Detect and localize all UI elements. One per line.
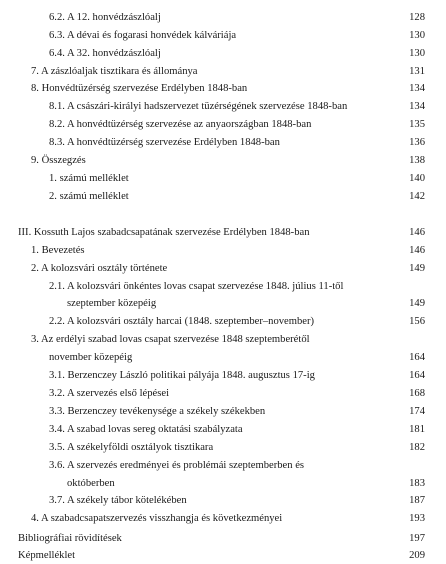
toc-entry: 3.6. A szervezés eredményei és problémái szeptemberben és <box>49 460 305 471</box>
toc-entry: 3.2. A szervezés első lépései <box>49 388 170 399</box>
toc-entry: Képmelléklet <box>18 550 76 561</box>
toc-page-number: 183 <box>409 478 425 489</box>
toc-page-number: 149 <box>409 298 425 309</box>
toc-entry: 6.3. A dévai és fogarasi honvédek kálváriája <box>49 30 237 41</box>
toc-entry: 7. A zászlóaljak tisztikara és állománya <box>31 66 198 77</box>
toc-entry-continuation: november közepéig <box>49 352 133 363</box>
toc-entry: 2. számú melléklet <box>49 191 129 202</box>
toc-page-number: 142 <box>409 191 425 202</box>
toc-entry: 9. Összegzés <box>31 155 86 166</box>
toc-page-number: 130 <box>409 48 425 59</box>
toc-page-number: 130 <box>409 30 425 41</box>
toc-page-number: 134 <box>409 101 425 112</box>
toc-entry: 3.5. A székelyföldi osztályok tisztikara <box>49 442 214 453</box>
toc-page-number: 136 <box>409 137 425 148</box>
toc-entry: 4. A szabadcsapatszervezés visszhangja és következményei <box>31 513 283 524</box>
toc-entry: 8. Honvédtüzérség szervezése Erdélyben 1848-ban <box>31 83 248 94</box>
toc-entry: 3.7. A székely tábor kötelékében <box>49 495 187 506</box>
toc-page-number: 164 <box>409 370 425 381</box>
toc-page-number: 197 <box>409 533 425 544</box>
toc-page-number: 164 <box>409 352 425 363</box>
toc-page-number: 135 <box>409 119 425 130</box>
toc-page-number: 146 <box>409 227 425 238</box>
toc-page-number: 209 <box>409 550 425 561</box>
toc-entry: 3. Az erdélyi szabad lovas csapat szervezése 1848 szeptemberétől <box>31 334 310 345</box>
toc-page-number: 181 <box>409 424 425 435</box>
toc-entry: 1. számú melléklet <box>49 173 129 184</box>
toc-entry: 8.3. A honvédtüzérség szervezése Erdélyben 1848-ban <box>49 137 280 148</box>
toc-page-number: 131 <box>409 66 425 77</box>
toc-page-number: 187 <box>409 495 425 506</box>
toc-page-number: 138 <box>409 155 425 166</box>
toc-entry: 3.3. Berzenczey tevékenysége a székely székekben <box>49 406 266 417</box>
toc-section-heading: III. Kossuth Lajos szabadcsapatának szervezése Erdélyben 1848-ban <box>18 227 310 238</box>
toc-entry: 2.2. A kolozsvári osztály harcai (1848. szeptember–november) <box>49 316 315 327</box>
toc-entry: Bibliográfiai rövidítések <box>18 533 122 544</box>
toc-page-number: 168 <box>409 388 425 399</box>
toc-entry: 6.4. A 32. honvédzászlóalj <box>49 48 161 59</box>
toc-entry: 2.1. A kolozsvári önkéntes lovas csapat szervezése 1848. július 11-től <box>49 281 344 292</box>
toc-page-number: 156 <box>409 316 425 327</box>
toc-page-number: 140 <box>409 173 425 184</box>
toc-page-number: 193 <box>409 513 425 524</box>
toc-entry-continuation: októberben <box>67 478 115 489</box>
toc-entry: 3.1. Berzenczey László politikai pályája 1848. augusztus 17-ig <box>49 370 315 381</box>
toc-page-number: 128 <box>409 12 425 23</box>
toc-entry: 8.2. A honvédtüzérség szervezése az anyaországban 1848-ban <box>49 119 312 130</box>
toc-page-number: 149 <box>409 263 425 274</box>
toc-entry: 8.1. A császári-királyi hadszervezet tüzérségének szervezése 1848-ban <box>49 101 348 112</box>
toc-entry: 3.4. A szabad lovas sereg oktatási szabályzata <box>49 424 243 435</box>
toc-entry: 6.2. A 12. honvédzászlóalj <box>49 12 161 23</box>
toc-entry: 1. Bevezetés <box>31 245 85 256</box>
toc-page-number: 134 <box>409 83 425 94</box>
toc-page-number: 174 <box>409 406 425 417</box>
toc-entry: 2. A kolozsvári osztály története <box>31 263 168 274</box>
toc-page-number: 146 <box>409 245 425 256</box>
toc-entry-continuation: szeptember közepéig <box>67 298 157 309</box>
toc-page-number: 182 <box>409 442 425 453</box>
